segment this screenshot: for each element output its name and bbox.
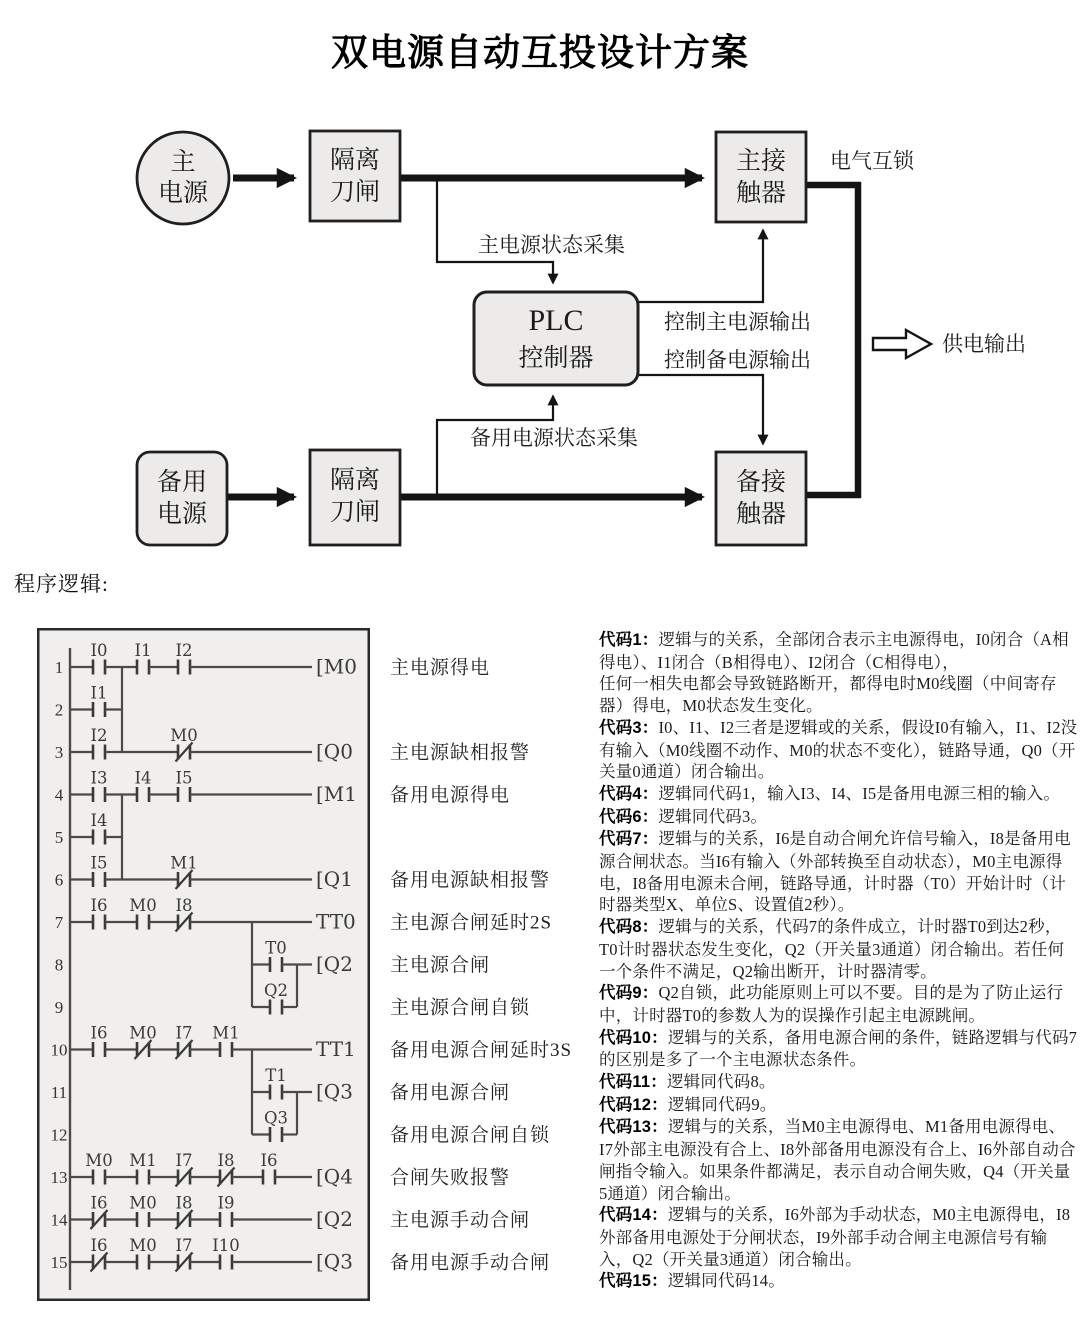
plc-label-2: 控制器 <box>518 345 594 372</box>
backup-contactor-label-1: 备接 <box>735 469 787 496</box>
note-code-label: 代码14： <box>599 1206 668 1225</box>
note-text: 逻辑同代码9。 <box>667 1094 777 1114</box>
note-code-label: 代码15： <box>599 1272 668 1291</box>
rung-description: 主电源手动合闸 <box>390 1210 531 1231</box>
note-text: 逻辑与的关系，I6是自动合闸允许信号输入，I8是备用电源合闸状态。当I6有输入（外部转换至自动状态），M0主电源得电，I8备用电源未合闸，链路导通，计时器（T0）开始计时（计时器类型X、单位S、设置值2秒）。 <box>599 829 1071 915</box>
rung-number: 11 <box>50 1083 68 1102</box>
page-title: 双电源自动互投设计方案 <box>331 32 749 73</box>
contact-label: I7 <box>175 1023 193 1043</box>
iso-bottom-label-1: 隔离 <box>329 467 381 494</box>
contact-label: I6 <box>90 896 108 915</box>
note-text: 逻辑与的关系，I6外部为手动状态，M0主电源得电，I8外部备用电源处于分闸状态，I9外部手动合闸主电源信号有输入，Q2（开关量3通道）闭合输出。 <box>599 1205 1071 1269</box>
rung-description: 主电源得电 <box>390 657 491 679</box>
rung-description: 备用电源合闸 <box>390 1082 511 1104</box>
rung-output-label: [Q2 <box>316 952 353 976</box>
note-code-label: 代码3： <box>599 718 659 737</box>
iso-top-label-2: 刀闸 <box>329 179 381 206</box>
note-code-label: 代码4： <box>599 784 659 803</box>
rung-number: 7 <box>54 913 64 932</box>
ctrl-main-label: 控制主电源输出 <box>664 310 811 334</box>
note-text: 逻辑与的关系，备用电源合闸的条件，链路逻辑与代码7的区别是多了一个主电源状态条件。 <box>599 1027 1078 1070</box>
note-paragraph <box>599 629 1078 673</box>
rung-number: 10 <box>50 1040 68 1060</box>
contact-label: I5 <box>175 768 193 788</box>
note-paragraph <box>599 1027 1078 1071</box>
backup-status-label: 备用电源状态采集 <box>470 426 638 450</box>
rung-output-label: [Q3 <box>316 1249 353 1274</box>
rung-output-label: [Q2 <box>316 1207 353 1231</box>
rung-description: 主电源缺相报警 <box>390 742 531 764</box>
rung-number: 6 <box>54 870 64 890</box>
contact-label: Q3 <box>263 1108 289 1128</box>
rung-description: 主电源合闸 <box>390 955 491 976</box>
note-code-label: 代码12： <box>599 1095 668 1114</box>
contact-label: I0 <box>90 641 108 660</box>
note-paragraph <box>599 1204 1078 1270</box>
rung-number: 13 <box>50 1168 68 1187</box>
contact-label: I2 <box>90 726 108 745</box>
contact-label: I2 <box>175 641 193 660</box>
rung-description: 备用电源合闸自锁 <box>390 1125 551 1146</box>
contact-label: I8 <box>175 896 193 915</box>
note-text: 逻辑与的关系，全部闭合表示主电源得电，I0闭合（A相得电）、I1闭合（B相得电）、I2闭合（C相得电）， <box>599 630 1069 672</box>
note-code-label: 代码13： <box>599 1118 668 1137</box>
rung-number: 14 <box>50 1210 68 1230</box>
contact-label: M0 <box>85 1151 113 1170</box>
main-contactor-node <box>716 132 806 222</box>
iso-switch-bottom-node <box>310 450 400 545</box>
ctrl-backup-label: 控制备电源输出 <box>664 348 811 372</box>
note-paragraph <box>599 982 1078 1026</box>
rung-description: 备用电源合闸延时3S <box>390 1040 573 1061</box>
rung-output-label: TT1 <box>316 1037 356 1061</box>
iso-top-label-1: 隔离 <box>329 147 381 174</box>
contact-label: I9 <box>217 1193 235 1213</box>
rung-number: 2 <box>54 700 64 720</box>
rung-number: 8 <box>54 955 64 975</box>
contact-label: I1 <box>90 683 108 703</box>
power-flow-diagram <box>0 0 1080 620</box>
note-paragraph <box>599 783 1078 806</box>
contact-label: I8 <box>217 1151 235 1170</box>
main-source-node <box>137 132 229 224</box>
note-paragraph <box>599 828 1078 916</box>
rung-number: 1 <box>54 658 64 677</box>
main-contactor-label-1: 主接 <box>735 148 787 175</box>
rung-description: 主电源合闸自锁 <box>390 997 531 1019</box>
rung-description: 备用电源缺相报警 <box>390 870 551 891</box>
note-paragraph <box>599 673 1078 716</box>
supply-output-arrow-icon <box>873 330 931 358</box>
contact-label: M0 <box>129 896 157 915</box>
note-text: Q2自锁，此功能原则上可以不要。目的是为了防止运行中，计时器T0的参数人为的误操作引起主电源跳闸。 <box>599 983 1064 1025</box>
contact-label: M1 <box>212 1023 240 1043</box>
supply-output-label: 供电输出 <box>942 332 1026 356</box>
backup-contactor-node <box>716 452 806 545</box>
note-text: 任何一相失电都会导致链路断开，都得电时M0线圈（中间寄存器）得电，M0状态发生变化。 <box>599 674 1057 716</box>
contact-label: I6 <box>90 1193 108 1213</box>
note-text: 逻辑同代码8。 <box>666 1072 776 1092</box>
note-text: 逻辑同代码14。 <box>667 1271 785 1291</box>
backup-source-node <box>137 452 227 545</box>
note-code-label: 代码7： <box>599 830 659 849</box>
note-code-label: 代码1： <box>599 631 659 649</box>
contact-label: I3 <box>90 768 108 788</box>
main-status-line <box>437 181 553 283</box>
rung-description: 备用电源手动合闸 <box>390 1252 551 1274</box>
rung-description: 备用电源得电 <box>390 785 511 806</box>
contact-label: M1 <box>129 1151 157 1170</box>
note-paragraph <box>599 1116 1078 1204</box>
contact-label: M0 <box>129 1193 157 1213</box>
rung-description: 合闸失败报警 <box>390 1167 511 1189</box>
rung-number: 5 <box>54 828 64 847</box>
contact-label: M0 <box>170 726 198 745</box>
program-logic-heading: 程序逻辑: <box>14 572 109 596</box>
contact-label: I6 <box>260 1151 278 1170</box>
note-code-label: 代码6： <box>599 807 659 826</box>
contact-label: M0 <box>129 1023 157 1043</box>
contact-label: I8 <box>175 1193 193 1213</box>
note-text: 逻辑与的关系，当M0主电源得电、M1备用电源得电、I7外部主电源没有合上、I8外部备用电源没有合上、I6外部自动合闸指令输入。如果条件都满足，表示自动合闸失败，Q4（开关量5通道）闭合输出。 <box>599 1117 1076 1203</box>
contact-label: I1 <box>134 641 152 660</box>
rung-output-label: TT0 <box>316 909 356 934</box>
rung-description: 主电源合闸延时2S <box>390 912 553 934</box>
note-paragraph <box>599 1071 1078 1094</box>
ctrl-backup-line <box>639 375 763 444</box>
note-code-label: 代码10： <box>599 1028 668 1047</box>
note-text: 逻辑与的关系，代码7的条件成立，计时器T0到达2秒，T0计时器状态发生变化，Q2（开关量3通道）闭合输出。若任何一个条件不满足，Q2输出断开，计时器清零。 <box>599 917 1065 981</box>
interlock-trunk-line <box>806 185 858 495</box>
iso-bottom-label-2: 刀闸 <box>329 499 381 526</box>
note-text: I0、I1、I2三者是逻辑或的关系，假设I0有输入，I1、I2没有输入（M0线圈不动作、M0的状态不变化），链路导通，Q0（开关量0通道）闭合输出。 <box>599 717 1078 782</box>
rung-number: 9 <box>54 998 64 1017</box>
contact-label: T1 <box>265 1066 287 1085</box>
code-notes-column <box>599 629 1078 1293</box>
main-source-label-2: 电源 <box>157 180 209 207</box>
note-text: 逻辑同代码1，输入I3、I4、I5是备用电源三相的输入。 <box>658 783 1061 803</box>
note-paragraph <box>599 717 1078 783</box>
contact-label: Q2 <box>263 981 289 1000</box>
rung-output-label: [Q3 <box>316 1079 353 1104</box>
contact-label: I10 <box>212 1236 240 1255</box>
contact-label: I6 <box>90 1023 108 1043</box>
rung-output-label: [M0 <box>316 654 358 679</box>
contact-label: I4 <box>90 811 108 830</box>
rung-output-label: [Q1 <box>316 867 353 891</box>
iso-switch-top-node <box>310 131 400 221</box>
note-paragraph <box>599 916 1078 982</box>
contact-label: M0 <box>129 1236 157 1255</box>
contact-label: T0 <box>265 938 287 958</box>
contact-label: I7 <box>175 1236 193 1255</box>
rung-output-label: [Q4 <box>316 1164 353 1189</box>
ctrl-main-line <box>639 230 763 302</box>
contact-label: M1 <box>170 853 198 873</box>
backup-source-label-1: 备用 <box>156 469 208 496</box>
note-paragraph <box>599 1270 1078 1293</box>
main-contactor-label-2: 触器 <box>735 180 787 207</box>
rung-number: 3 <box>54 743 64 762</box>
ladder-diagram <box>37 622 590 1312</box>
backup-source-label-2: 电源 <box>156 501 208 528</box>
contact-label: I7 <box>175 1151 193 1170</box>
rung-output-label: [Q0 <box>316 739 353 764</box>
main-status-label: 主电源状态采集 <box>478 233 625 257</box>
note-paragraph <box>599 806 1078 829</box>
note-text: 逻辑同代码3。 <box>658 806 768 826</box>
rung-output-label: [M1 <box>316 782 358 806</box>
contact-label: I6 <box>90 1236 108 1255</box>
note-paragraph <box>599 1094 1078 1117</box>
rung-number: 4 <box>54 785 64 805</box>
backup-contactor-label-2: 触器 <box>735 501 787 528</box>
note-code-label: 代码11： <box>599 1073 667 1092</box>
note-code-label: 代码9： <box>599 984 659 1003</box>
interlock-label: 电气互锁 <box>830 149 914 173</box>
rung-number: 12 <box>50 1125 68 1145</box>
plc-label-1: PLC <box>528 304 584 337</box>
contact-label: I4 <box>134 768 152 788</box>
note-code-label: 代码8： <box>599 918 659 937</box>
rung-number: 15 <box>50 1253 68 1272</box>
main-source-label-1: 主 <box>170 149 196 176</box>
contact-label: I5 <box>90 853 108 873</box>
